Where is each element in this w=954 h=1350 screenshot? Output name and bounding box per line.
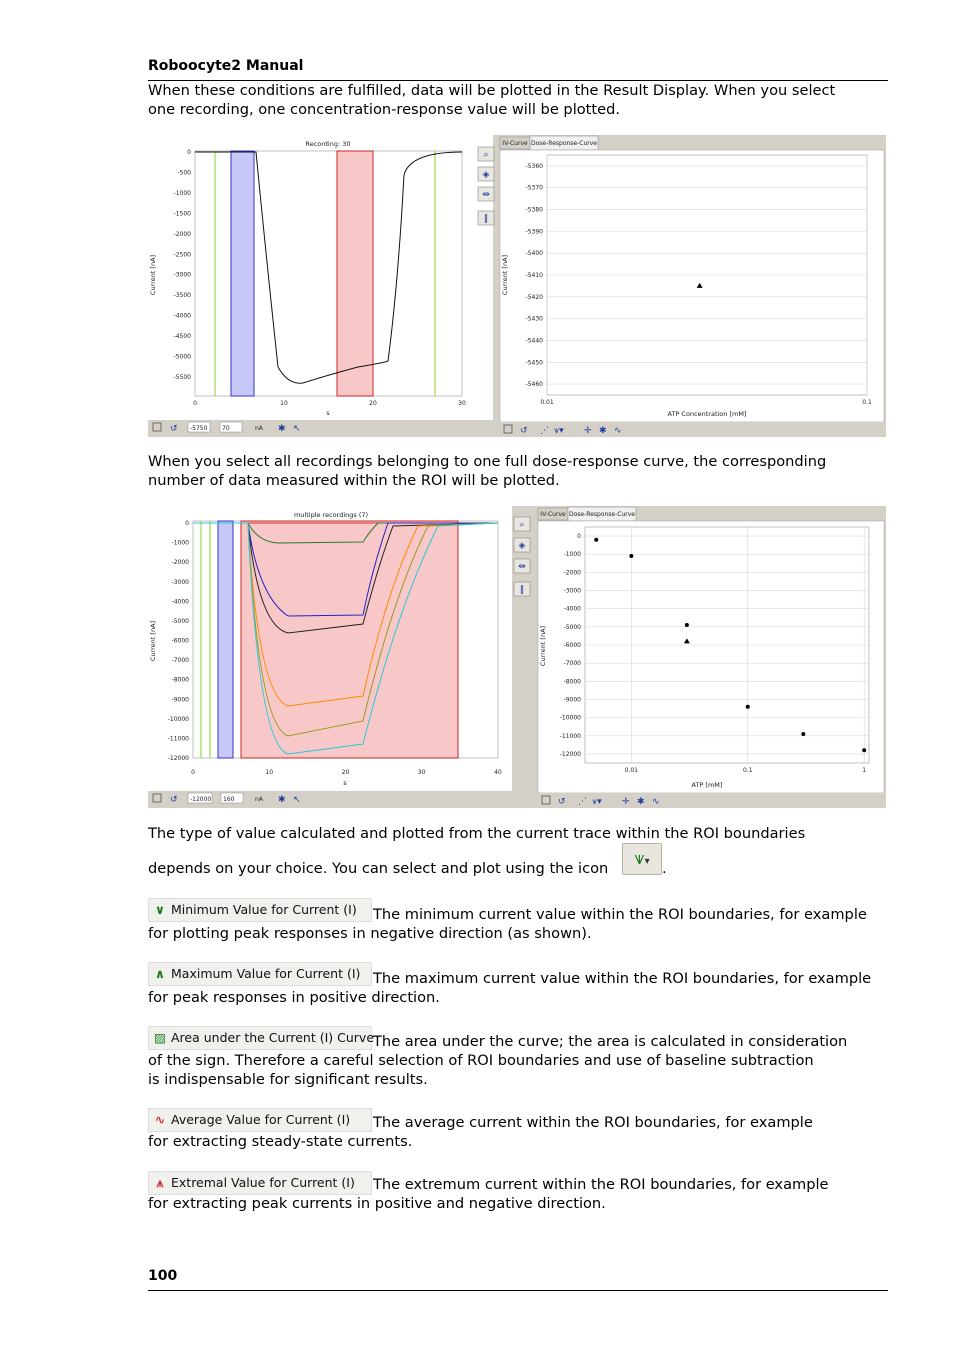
undo-icon[interactable]: ↺ <box>170 424 178 434</box>
explain-line-2-end: . <box>662 860 667 877</box>
x-tick-label: 30 <box>458 400 466 407</box>
svg-text:IV-Curve: IV-Curve <box>540 511 566 518</box>
settings-icon[interactable]: ✱ <box>278 424 286 434</box>
x-tick-label: 0 <box>191 769 195 776</box>
zoom-button[interactable] <box>514 517 530 531</box>
option-line: for peak responses in positive direction. <box>148 989 440 1006</box>
crosshair-icon[interactable]: ✛ <box>622 797 630 807</box>
y-tick-label: -5460 <box>525 381 543 389</box>
y-tick-label: -10000 <box>167 715 189 723</box>
y-tick-label: -4000 <box>563 605 581 613</box>
y-tick-label: -5440 <box>525 337 543 345</box>
svg-text:Dose-Response-Curve: Dose-Response-Curve <box>569 511 635 518</box>
figure2-svg <box>148 506 886 808</box>
y-tick-label: -5400 <box>525 250 543 258</box>
cursor-button[interactable] <box>514 559 530 573</box>
y-tick-label: -2000 <box>171 559 189 567</box>
result-toolbar <box>536 793 886 808</box>
x-tick-label: 10 <box>280 400 288 407</box>
pointer-icon[interactable]: ↖ <box>293 795 301 805</box>
y-tick-label: -5000 <box>173 353 191 361</box>
y-tick-label: -11000 <box>559 732 581 740</box>
y-tick-label: -2500 <box>173 251 191 259</box>
fit-button[interactable] <box>514 538 530 552</box>
y-tick-label: -7000 <box>563 660 581 668</box>
tab-dose-response-curve[interactable] <box>530 136 598 150</box>
svg-text:⇹: ⇹ <box>482 190 490 200</box>
footer-rule <box>148 1290 888 1291</box>
svg-text:-5750: -5750 <box>190 425 208 432</box>
dr-x-label: ATP [mM] <box>691 781 723 789</box>
intro-paragraph <box>148 81 888 119</box>
offset-input[interactable] <box>220 422 242 432</box>
y-tick-label: -500 <box>177 169 191 177</box>
option-line: The average current within the ROI boundaries, for example <box>373 1114 813 1131</box>
x-tick-label: 0 <box>193 400 197 407</box>
between-line-1: When you select all recordings belonging to one full dose-response curve, the corresponding <box>148 453 827 470</box>
x-tick-label: 0.01 <box>624 767 639 774</box>
crosshair-icon[interactable]: ✛ <box>584 426 592 436</box>
dr-x-label: ATP Concentration [mM] <box>667 410 747 418</box>
y-tick-label: -1000 <box>563 551 581 559</box>
data-point-dot <box>629 554 633 558</box>
x-tick-label: 10 <box>265 769 274 776</box>
option-label: Maximum Value for Current (I) <box>171 966 361 981</box>
data-point-dot <box>685 623 689 627</box>
value-type-icon[interactable]: ⩛▾ <box>592 797 602 807</box>
y-tick-label: -7000 <box>171 657 189 665</box>
y-tick-label: 0 <box>187 149 191 156</box>
y-tick-label: -5380 <box>525 206 543 214</box>
svg-text:◈: ◈ <box>518 541 526 551</box>
data-point-dot <box>801 732 805 736</box>
average-icon: ∿ <box>154 1112 166 1127</box>
y-tick-label: -3000 <box>171 578 189 586</box>
scatter-icon[interactable]: ⋰ <box>578 797 587 807</box>
value-type-dropdown-icon[interactable]: ⩛▾ <box>622 843 662 875</box>
option-line: of the sign. Therefore a careful selection of ROI boundaries and use of baseline subtraction <box>148 1052 814 1069</box>
y-tick-label: -12000 <box>559 750 581 758</box>
y-tick-label: -1000 <box>171 539 189 547</box>
y-tick-label: -1500 <box>173 210 191 218</box>
option-extremal-description <box>148 1175 893 1213</box>
bars-button[interactable] <box>478 211 494 225</box>
trace-title: Recording: 30 <box>305 140 351 148</box>
y-tick-label: -5500 <box>173 374 191 381</box>
trace-title: multiple recordings (7) <box>293 511 369 519</box>
unit-label: nA <box>255 796 263 803</box>
dr-y-label: Current [nA] <box>501 254 509 296</box>
option-average-description <box>148 1113 893 1151</box>
y-tick-label: -5420 <box>525 293 543 301</box>
y-tick-label: -3000 <box>563 587 581 595</box>
page-number: 100 <box>148 1268 178 1284</box>
min-icon: ∨ <box>154 902 166 917</box>
undo-icon[interactable]: ↺ <box>520 426 528 436</box>
y-tick-label: -5450 <box>525 359 543 367</box>
undo-icon[interactable]: ↺ <box>170 795 178 805</box>
y-tick-label: 0 <box>577 533 581 541</box>
between-paragraph <box>148 452 888 490</box>
between-line-2: number of data measured within the ROI will be plotted. <box>148 472 560 489</box>
option-area-description <box>148 1032 893 1089</box>
y-tick-label: -9000 <box>171 696 189 704</box>
offset-input[interactable] <box>221 793 243 803</box>
baseline-window[interactable] <box>231 151 254 396</box>
y-tick-label: -11000 <box>167 735 189 743</box>
y-tick-label: -4500 <box>173 333 191 341</box>
y-tick-label: -5430 <box>525 315 543 323</box>
figure1-svg <box>148 135 886 437</box>
option-line: for extracting steady-state currents. <box>148 1133 413 1150</box>
trace-x-label: s <box>326 409 330 417</box>
option-label: Extremal Value for Current (I) <box>171 1175 355 1190</box>
x-tick-label: 0.01 <box>540 399 554 406</box>
y-tick-label: -12000 <box>167 755 189 762</box>
option-line: The extremum current within the ROI boundaries, for example <box>373 1176 829 1193</box>
unit-label: nA <box>255 425 263 432</box>
option-label: Area under the Current (I) Curve <box>171 1030 375 1045</box>
x-tick-label: 20 <box>341 769 350 776</box>
baseline-window[interactable] <box>218 521 233 758</box>
explain-line-2-text: depends on your choice. You can select and plot using the icon <box>148 860 609 877</box>
y-tick-label: -8000 <box>563 678 581 686</box>
roi-window[interactable] <box>241 521 458 758</box>
svg-text:‖: ‖ <box>519 585 525 595</box>
svg-text:70: 70 <box>222 425 230 432</box>
y-tick-label: -3000 <box>173 271 191 279</box>
y-tick-label: -4000 <box>173 312 191 320</box>
data-point-dot <box>594 538 598 542</box>
y-tick-label: -5000 <box>563 623 581 631</box>
y-tick-label: -6000 <box>171 637 189 645</box>
explain-line-2 <box>148 859 608 878</box>
screenshot-single-recording <box>148 135 886 437</box>
scatter-icon[interactable]: ⋰ <box>540 426 549 436</box>
y-tick-label: -5360 <box>525 162 543 170</box>
explain-line-1: The type of value calculated and plotted from the current trace within the ROI boundaries <box>148 825 806 842</box>
settings-icon[interactable]: ✱ <box>278 795 286 805</box>
svg-text:Dose-Response-Curve: Dose-Response-Curve <box>531 140 597 147</box>
x-tick-label: 1 <box>862 767 867 774</box>
data-point-dot <box>746 705 750 709</box>
scale-input[interactable] <box>188 422 210 432</box>
settings-icon[interactable]: ✱ <box>637 797 645 807</box>
settings-icon[interactable]: ✱ <box>599 426 607 436</box>
y-tick-label: -5410 <box>525 272 543 279</box>
y-tick-label: -8000 <box>171 676 189 684</box>
y-tick-label: -5000 <box>171 617 189 625</box>
y-tick-label: -6000 <box>563 642 581 649</box>
undo-icon[interactable]: ↺ <box>558 797 566 807</box>
y-tick-label: -1000 <box>173 189 191 197</box>
data-point-dot <box>862 748 866 752</box>
roi-window[interactable] <box>337 151 373 396</box>
fit-button[interactable] <box>478 167 494 181</box>
y-tick-label: -2000 <box>563 569 581 577</box>
screenshot-multiple-recordings <box>148 506 886 808</box>
trace-y-label: Current [nA] <box>149 620 157 662</box>
option-label: Average Value for Current (I) <box>171 1112 351 1127</box>
svg-text:⌕: ⌕ <box>519 520 525 530</box>
max-icon: ∧ <box>154 966 166 981</box>
tab-dose-response-curve[interactable] <box>568 507 636 521</box>
value-type-icon[interactable]: ⩛▾ <box>554 426 564 436</box>
fit-curve-icon[interactable]: ∿ <box>614 426 622 436</box>
manual-header: Roboocyte2 Manual <box>148 58 304 74</box>
x-tick-label: 20 <box>369 400 377 407</box>
pointer-icon[interactable]: ↖ <box>293 424 301 434</box>
option-line: for extracting peak currents in positive and negative direction. <box>148 1195 606 1212</box>
trace-x-label: s <box>343 779 347 787</box>
area-icon: ▨ <box>154 1030 166 1045</box>
svg-text:160: 160 <box>223 796 235 803</box>
option-line: The area under the curve; the area is calculated in consideration <box>373 1033 848 1050</box>
scale-input[interactable] <box>188 793 212 803</box>
svg-text:‖: ‖ <box>483 214 489 224</box>
y-tick-label: -9000 <box>563 696 581 704</box>
tab-iv-curve[interactable] <box>538 508 568 520</box>
svg-text:⌕: ⌕ <box>483 150 489 160</box>
svg-text:-12000: -12000 <box>190 796 212 803</box>
option-label: Minimum Value for Current (I) <box>171 902 357 917</box>
x-tick-label: 0.1 <box>742 767 753 774</box>
intro-line-1: When these conditions are fulfilled, data will be plotted in the Result Display. When you select <box>148 82 836 99</box>
option-line: is indispensable for significant results. <box>148 1071 428 1088</box>
y-tick-label: 0 <box>185 520 189 527</box>
svg-text:◈: ◈ <box>482 170 490 180</box>
option-max-description <box>148 969 893 1007</box>
cursor-button[interactable] <box>478 187 494 201</box>
bars-button[interactable] <box>514 582 530 596</box>
x-tick-label: 0.1 <box>862 399 872 406</box>
trace-y-label: Current [nA] <box>149 254 157 296</box>
zoom-button[interactable] <box>478 147 494 161</box>
y-tick-label: -2000 <box>173 230 191 238</box>
dr-y-label: Current [nA] <box>539 625 547 667</box>
option-line: The maximum current value within the ROI boundaries, for example <box>373 970 872 987</box>
y-tick-label: -3500 <box>173 292 191 300</box>
y-tick-label: -5390 <box>525 228 543 236</box>
y-tick-label: -10000 <box>559 714 581 722</box>
fit-curve-icon[interactable]: ∿ <box>652 797 660 807</box>
option-line: The minimum current value within the ROI boundaries, for example <box>373 906 867 923</box>
x-tick-label: 30 <box>417 769 426 776</box>
option-line: for plotting peak responses in negative direction (as shown). <box>148 925 592 942</box>
option-min-description <box>148 905 893 943</box>
extremal-icon: ⩚ <box>156 1175 164 1190</box>
svg-text:⇹: ⇹ <box>518 562 526 572</box>
svg-text:IV-Curve: IV-Curve <box>502 140 528 147</box>
intro-line-2: one recording, one concentration-response value will be plotted. <box>148 101 621 118</box>
tab-iv-curve[interactable] <box>500 137 530 149</box>
y-tick-label: -4000 <box>171 598 189 606</box>
y-tick-label: -5370 <box>525 184 543 192</box>
x-tick-label: 40 <box>494 769 502 776</box>
